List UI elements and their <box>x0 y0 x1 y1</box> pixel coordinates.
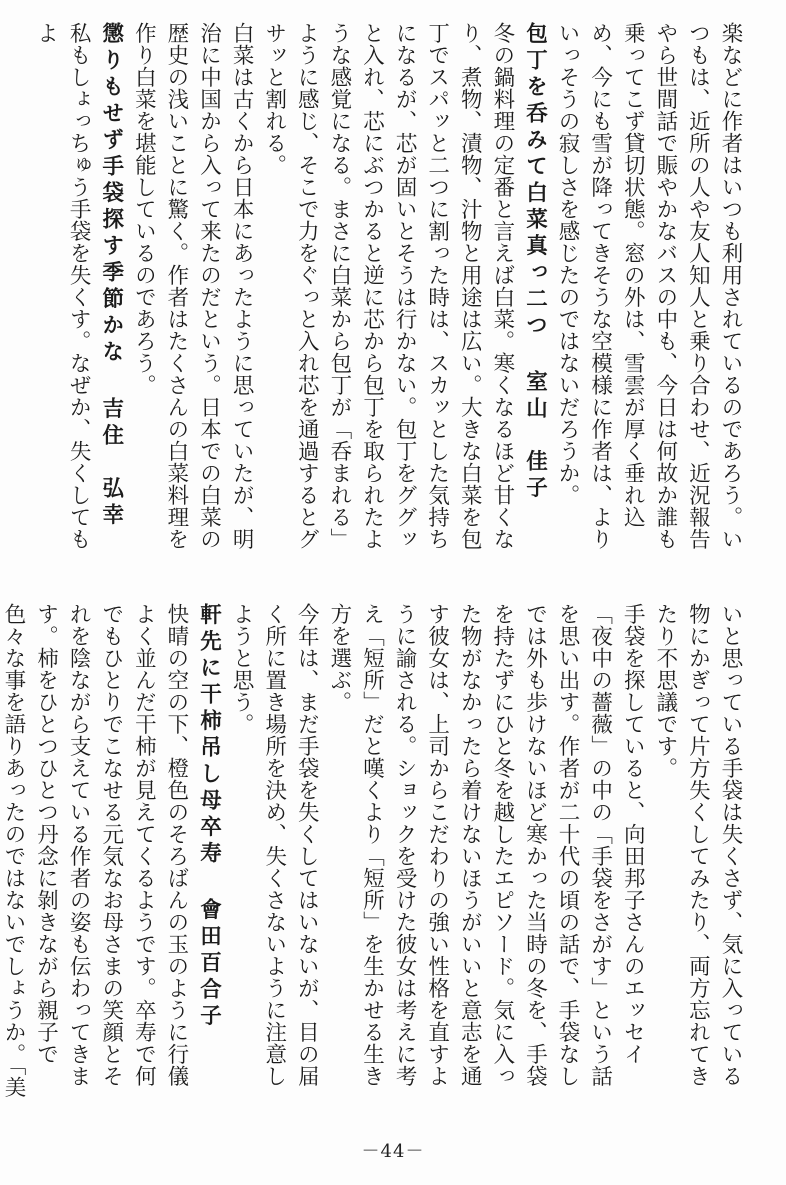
paragraph: いと思っている手袋は失くさず、気に入っている物にかぎって片方失くしてみたり、両方忘れてきたり不思議です。 <box>652 603 743 1087</box>
paragraph: 冬の鍋料理の定番と言えば白菜。寒くなるほど甘くなり、煮物、漬物、汁物と用途は広い。大きな白菜を包丁でスパッと二つに割った時は、スカッとした気持ちになるが、芯が固いとそうは行かない。包丁をググッと入れ、芯にぶつかると逆に芯から包丁を取られたような感覚になる。まさに白菜から包丁が「呑まれる」ように感じ、そこで力をぐっと入れ芯を通過するとグサッと割れる。 <box>261 22 515 550</box>
upper-column-block <box>22 22 746 552</box>
haiku-author: 會田百合子 <box>196 898 222 1031</box>
paragraph: 手袋を探していると、向田邦子さんのエッセイ「夜中の薔薇」の中の「手袋をさがす」という話を思い出す。作者が二十代の頃の話で、手袋なしでは外も歩けないほど寒かった当時の冬を、手袋を持たずにひと冬を越したエピソード。気に入った物がなかったら着けないほうがいいと意志を通す彼女は、上司からこだわりの強い性格を直すように諭される。ショックを受けた彼女は考えに考え「短所」だと嘆くより「短所」を生かせる生き方を選ぶ。 <box>326 603 646 1087</box>
paragraph: 快晴の空の下、橙色のそろばんの玉のように行儀よく並んだ干柿が見えてくるようです。卒寿で何でもひとりでこなせる元気なお母さまの笑顔とそれを陰ながら支えている作者の姿も伝わってきます。柿をひとつひとつ丹念に剝きながら親子で色々な事を語りあったのではないでしょうか。「美 <box>0 603 189 1099</box>
paragraph: 今年は、まだ手袋を失くしてはいないが、目の届く所に置き場所を決め、失くさないように注意しようと思う。 <box>229 603 320 1087</box>
haiku-text: 懲りもせず手袋探す季節かな <box>98 22 124 367</box>
lower-column-block <box>0 603 746 1105</box>
haiku-line <box>192 603 225 1105</box>
paragraph: 楽などに作者はいつも利用されているのであろう。いつもは、近所の人や友人知人と乗り合わせ、近況報告やら世間話で賑やかなバスの中も、今日は何故か誰も乗ってこず貸切状態。窓の外は、雪雲が厚く垂れ込め、今にも雪が降ってきそうな空模様に作者は、よりいっそうの寂しさを感じたのではないだろうか。 <box>555 22 743 550</box>
haiku-author: 室山 佳子 <box>522 370 548 503</box>
haiku-line <box>518 22 551 552</box>
paragraph: 白菜は古くから日本にあったように思っていたが、明治に中国から入って来たのだという。日本での白菜の歴史の浅いことに驚く。作者はたくさんの白菜料理を作り白菜を堪能しているのであろう。 <box>131 22 255 550</box>
haiku-line <box>94 22 127 552</box>
page-number: －44－ <box>361 1141 425 1162</box>
haiku-author: 吉住 弘幸 <box>98 396 124 529</box>
haiku-text: 包丁を呑みて白菜真っ二つ <box>522 22 548 340</box>
haiku-text: 軒先に干柿吊し母卒寿 <box>196 603 222 868</box>
paragraph: 私もしょっちゅう手袋を失くす。なぜか、失くしてもよ <box>33 22 92 550</box>
